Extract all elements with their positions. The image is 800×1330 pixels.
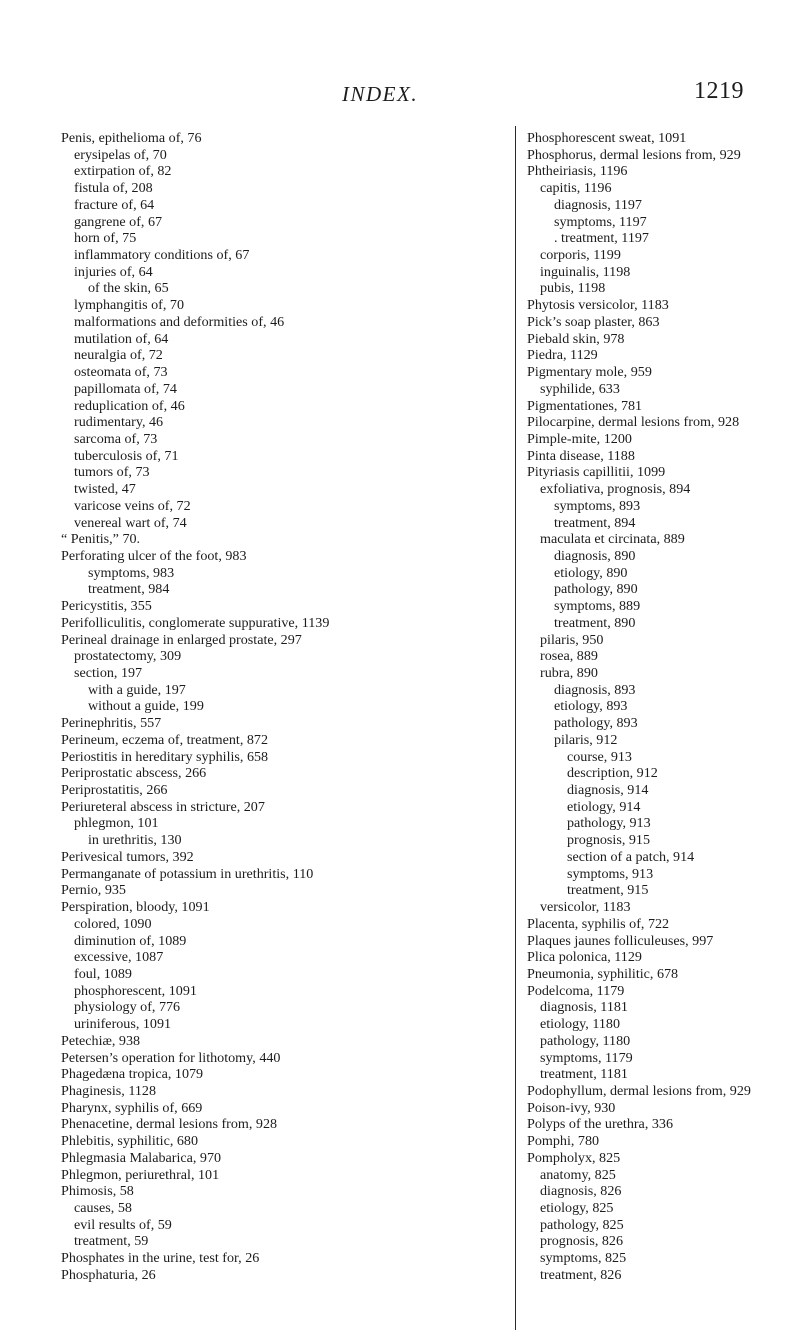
index-entry: Phagedæna tropica, 1079 <box>61 1066 204 1083</box>
index-subentry: etiology, 1180 <box>540 1016 620 1033</box>
index-subentry: treatment, 894 <box>554 514 636 531</box>
index-subentry: twisted, 47 <box>74 481 136 498</box>
index-entry: Perspiration, bloody, 1091 <box>61 899 210 916</box>
index-subentry: course, 913 <box>567 748 632 765</box>
index-subentry: reduplication of, 46 <box>74 397 185 414</box>
index-subentry: capitis, 1196 <box>540 180 612 197</box>
index-subentry: prognosis, 826 <box>540 1233 624 1250</box>
index-entry: Phtheiriasis, 1196 <box>527 163 628 180</box>
index-entry: Perivesical tumors, 392 <box>61 848 194 865</box>
index-subentry: symptoms, 889 <box>554 598 641 615</box>
index-subentry: treatment, 984 <box>88 581 170 598</box>
page-header <box>0 78 800 112</box>
index-subentry: pathology, 890 <box>554 581 638 598</box>
index-subentry: pilaris, 912 <box>554 731 618 748</box>
index-entry: Periprostatitis, 266 <box>61 782 168 799</box>
index-entry: Penis, epithelioma of, 76 <box>61 130 202 146</box>
index-subentry: syphilide, 633 <box>540 380 620 397</box>
index-subentry: section, 197 <box>74 665 143 681</box>
index-subentry: pathology, 913 <box>567 815 651 832</box>
index-subentry: papillomata of, 74 <box>74 380 177 397</box>
index-subentry: prostatectomy, 309 <box>74 648 182 665</box>
index-subentry: pubis, 1198 <box>540 280 606 297</box>
index-subentry: diagnosis, 914 <box>567 782 649 799</box>
index-entry: Pick’s soap plaster, 863 <box>527 313 660 330</box>
index-entry: Perifolliculitis, conglomerate suppurative, 1139 <box>61 614 330 631</box>
index-subentry: symptoms, 913 <box>567 865 654 882</box>
index-entry: Perineal drainage in enlarged prostate, 297 <box>61 631 302 648</box>
index-subentry: fistula of, 208 <box>74 180 153 197</box>
index-subentry: diagnosis, 890 <box>554 547 636 564</box>
index-entry: Permanganate of potassium in urethritis, 110 <box>61 865 314 882</box>
index-subentry: treatment, 890 <box>554 614 636 631</box>
index-entry: Phenacetine, dermal lesions from, 928 <box>61 1116 278 1133</box>
index-subentry: osteomata of, 73 <box>74 364 168 381</box>
index-entry: Perinephritis, 557 <box>61 715 162 732</box>
index-subentry: extirpation of, 82 <box>74 163 172 180</box>
index-subentry: of the skin, 65 <box>88 280 169 297</box>
index-entry: Petersen’s operation for lithotomy, 440 <box>61 1049 281 1066</box>
index-entry: Piebald skin, 978 <box>527 330 625 347</box>
index-subentry: inguinalis, 1198 <box>540 263 631 280</box>
index-entry: Pigmentary mole, 959 <box>527 364 652 381</box>
index-subentry: prognosis, 915 <box>567 832 651 849</box>
index-entry: Phlegmon, periurethral, 101 <box>61 1166 220 1183</box>
index-subentry: phosphorescent, 1091 <box>74 982 197 999</box>
index-entry: Phaginesis, 1128 <box>61 1082 157 1099</box>
index-subentry: etiology, 825 <box>540 1200 614 1216</box>
index-subentry: versicolor, 1183 <box>540 899 631 916</box>
index-subentry: without a guide, 199 <box>88 698 204 715</box>
column-divider <box>515 126 516 1330</box>
index-subentry: venereal wart of, 74 <box>74 514 187 531</box>
index-subentry: diagnosis, 826 <box>540 1183 622 1200</box>
index-entry: Plaques jaunes folliculeuses, 997 <box>527 932 714 949</box>
index-subentry: symptoms, 1197 <box>554 213 647 230</box>
index-entry: Podophyllum, dermal lesions from, 929 <box>527 1082 751 1099</box>
index-subentry: in urethritis, 130 <box>88 832 182 849</box>
index-entry: “ Penitis,” 70. <box>61 531 141 548</box>
index-subentry: inflammatory conditions of, 67 <box>74 247 250 264</box>
index-subentry: diagnosis, 893 <box>554 681 636 698</box>
index-entry: Phosphorus, dermal lesions from, 929 <box>527 146 741 163</box>
index-entry: Plica polonica, 1129 <box>527 949 642 966</box>
index-subentry: phlegmon, 101 <box>74 815 159 832</box>
index-subentry: treatment, 1181 <box>540 1066 628 1083</box>
index-subentry: etiology, 893 <box>554 698 628 715</box>
index-subentry: symptoms, 893 <box>554 497 641 514</box>
index-subentry: evil results of, 59 <box>74 1216 172 1233</box>
index-entry: Petechiæ, 938 <box>61 1032 141 1049</box>
index-entry: Periureteral abscess in stricture, 207 <box>61 798 265 815</box>
index-subentry: treatment, 826 <box>540 1266 622 1283</box>
index-entry: Phlebitis, syphilitic, 680 <box>61 1133 199 1150</box>
index-subentry: . treatment, 1197 <box>554 230 649 247</box>
index-entry: Phytosis versicolor, 1183 <box>527 297 669 314</box>
index-entry: Pneumonia, syphilitic, 678 <box>527 965 679 982</box>
page-number: 1219 <box>694 78 744 104</box>
index-subentry: foul, 1089 <box>74 965 132 982</box>
index-column-right <box>527 130 792 1284</box>
index-subentry: diminution of, 1089 <box>74 932 187 949</box>
index-subentry: causes, 58 <box>74 1200 132 1216</box>
index-subentry: pilaris, 950 <box>540 631 604 648</box>
page-title: INDEX. <box>342 82 419 106</box>
index-entry: Pernio, 935 <box>61 882 126 899</box>
index-subentry: maculata et circinata, 889 <box>540 531 685 548</box>
index-subentry: symptoms, 825 <box>540 1250 627 1267</box>
index-subentry: colored, 1090 <box>74 915 152 932</box>
index-entry: Pompholyx, 825 <box>527 1149 621 1166</box>
index-subentry: diagnosis, 1197 <box>554 196 642 213</box>
index-subentry: anatomy, 825 <box>540 1166 616 1183</box>
index-subentry: treatment, 59 <box>74 1233 149 1250</box>
index-entry: Phlegmasia Malabarica, 970 <box>61 1149 222 1166</box>
index-subentry: pathology, 1180 <box>540 1032 631 1049</box>
index-entry: Perforating ulcer of the foot, 983 <box>61 547 247 564</box>
index-entry: Perineum, eczema of, treatment, 872 <box>61 731 269 748</box>
index-subentry: treatment, 915 <box>567 882 649 899</box>
index-subentry: excessive, 1087 <box>74 949 164 966</box>
index-entry: Podelcoma, 1179 <box>527 982 625 999</box>
index-entry: Phosphates in the urine, test for, 26 <box>61 1250 260 1267</box>
index-entry: Pilocarpine, dermal lesions from, 928 <box>527 414 740 431</box>
index-subentry: corporis, 1199 <box>540 247 621 264</box>
index-subentry: with a guide, 197 <box>88 681 186 698</box>
index-entry: Pomphi, 780 <box>527 1133 600 1150</box>
index-subentry: erysipelas of, 70 <box>74 146 167 163</box>
index-subentry: fracture of, 64 <box>74 196 155 213</box>
index-entry: Pharynx, syphilis of, 669 <box>61 1099 203 1116</box>
index-subentry: rudimentary, 46 <box>74 414 164 431</box>
index-subentry: symptoms, 1179 <box>540 1049 633 1066</box>
index-entry: Phosphaturia, 26 <box>61 1266 156 1283</box>
index-column-left <box>61 130 511 1284</box>
index-subentry: sarcoma of, 73 <box>74 430 158 447</box>
index-entry: Periostitis in hereditary syphilis, 658 <box>61 748 269 765</box>
index-subentry: description, 912 <box>567 765 658 782</box>
index-subentry: malformations and deformities of, 46 <box>74 313 285 330</box>
index-entry: Piedra, 1129 <box>527 347 598 364</box>
index-entry: Pityriasis capillitii, 1099 <box>527 464 666 481</box>
index-subentry: pathology, 825 <box>540 1216 624 1233</box>
index-subentry: symptoms, 983 <box>88 564 175 581</box>
index-entry: Pinta disease, 1188 <box>527 447 635 464</box>
index-subentry: gangrene of, 67 <box>74 213 163 230</box>
index-subentry: section of a patch, 914 <box>567 848 695 865</box>
index-subentry: varicose veins of, 72 <box>74 497 191 514</box>
index-subentry: injuries of, 64 <box>74 263 153 280</box>
index-entry: Pimple-mite, 1200 <box>527 430 632 447</box>
index-subentry: lymphangitis of, 70 <box>74 297 185 314</box>
index-entry: Pigmentationes, 781 <box>527 397 643 414</box>
index-subentry: physiology of, 776 <box>74 999 181 1016</box>
index-subentry: mutilation of, 64 <box>74 330 169 347</box>
index-subentry: horn of, 75 <box>74 230 137 247</box>
index-entry: Polyps of the urethra, 336 <box>527 1116 674 1133</box>
index-subentry: tuberculosis of, 71 <box>74 447 179 464</box>
index-entry: Phosphorescent sweat, 1091 <box>527 130 687 146</box>
index-entry: Phimosis, 58 <box>61 1183 134 1200</box>
index-subentry: diagnosis, 1181 <box>540 999 628 1016</box>
index-subentry: rosea, 889 <box>540 648 598 665</box>
index-subentry: tumors of, 73 <box>74 464 150 481</box>
index-entry: Periprostatic abscess, 266 <box>61 765 207 782</box>
index-entry: Placenta, syphilis of, 722 <box>527 915 670 932</box>
index-subentry: exfoliativa, prognosis, 894 <box>540 481 691 498</box>
index-subentry: pathology, 893 <box>554 715 638 732</box>
index-entry: Poison-ivy, 930 <box>527 1099 616 1116</box>
index-subentry: rubra, 890 <box>540 665 598 681</box>
index-subentry: etiology, 890 <box>554 564 628 581</box>
index-subentry: uriniferous, 1091 <box>74 1016 172 1033</box>
index-entry: Pericystitis, 355 <box>61 598 152 615</box>
index-subentry: etiology, 914 <box>567 798 641 815</box>
index-subentry: neuralgia of, 72 <box>74 347 163 364</box>
